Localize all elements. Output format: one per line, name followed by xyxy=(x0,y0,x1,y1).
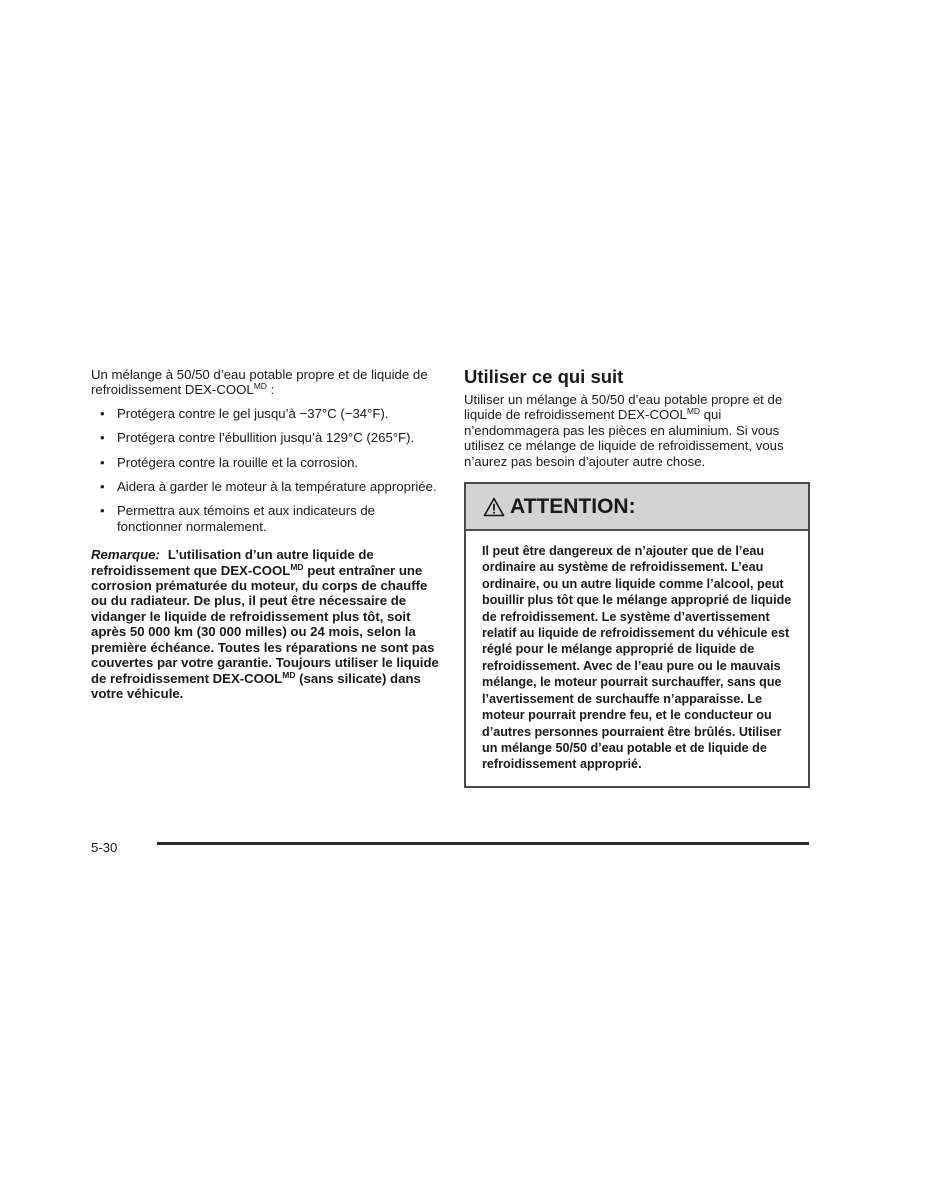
warning-triangle-icon xyxy=(483,497,505,517)
note-paragraph: Remarque: L’utilisation d’un autre liquide de refroidissement que DEX-$COOL^{MD}$ peut entraîner une corrosion prématurée du moteur, du corps de chauffe ou du radiateur. De plus, il peut être nécessaire de vidanger le liquide de refroidissement plus tôt, soit après 50 000 km (30 000 milles) ou 24 mois, selon la première échéance. Toutes les réparations ne sont pas couvertes par votre garantie. Toujours utiliser le liquide de refroidissement DEX-$COOL^{MD}$ (sans silicate) dans votre véhicule. xyxy=(91,547,439,701)
bullet-icon: • xyxy=(100,454,105,470)
bullet-icon: • xyxy=(100,479,105,495)
attention-title: ATTENTION: xyxy=(510,494,636,518)
body-paragraph: Utiliser un mélange à 50/50 d’eau potable propre et de liquide de refroidissement DEX-$COOL^{MD}$ qui n’endommagera pas les pièces en aluminium. Si vous utilisez ce mélange de liquide de refroidissement, vous n’aurez pas besoin d’ajouter autre chose. xyxy=(464,392,784,469)
footer-divider xyxy=(157,842,809,845)
benefits-list xyxy=(91,406,441,534)
list-item: • Protégera contre la rouille et la corrosion. xyxy=(100,454,359,470)
bullet-icon: • xyxy=(100,430,105,446)
left-column xyxy=(91,367,441,701)
section-heading: Utiliser ce qui suit xyxy=(464,366,624,387)
list-item: • Aidera à garder le moteur à la température appropriée. xyxy=(100,479,437,495)
intro-paragraph: Un mélange à 50/50 d’eau potable propre et de liquide de refroidissement DEX-$COOL^{MD}$ : xyxy=(91,367,428,398)
list-item: • Permettra aux témoins et aux indicateurs de fonctionner normalement. xyxy=(100,503,376,534)
list-item: • Protégera contre l’ébullition jusqu’à 129°C (265°F). xyxy=(100,430,415,446)
bullet-icon: • xyxy=(100,503,105,519)
attention-header xyxy=(466,484,808,531)
bullet-icon: • xyxy=(100,405,105,421)
page-number: 5-30 xyxy=(91,840,118,855)
attention-box xyxy=(464,482,810,788)
right-column xyxy=(464,366,810,788)
note-label: Remarque: xyxy=(91,547,160,563)
list-item: • Protégera contre le gel jusqu’à −37°C (−34°F). xyxy=(100,405,389,421)
attention-body: Il peut être dangereux de n’ajouter que de l’eau ordinaire au système de refroidissement. L’eau ordinaire, ou un autre liquide comme l’alcool, peut bouillir plus tôt que le mélange approprié de liquide de refroidissement. Le système d’avertissement relatif au liquide de refroidissement du véhicule est réglé pour le mélange approprié de liquide de refroidissement. Avec de l’eau pure ou le mauvais mélange, le moteur pourrait surchauffer, sans que l’avertissement de surchauffe n’apparaisse. Le moteur pourrait prendre feu, et le conducteur ou d’autres personnes pourraient être brûlés. Utiliser un mélange 50/50 d’eau potable et de liquide de refroidissement approprié. xyxy=(482,544,792,772)
